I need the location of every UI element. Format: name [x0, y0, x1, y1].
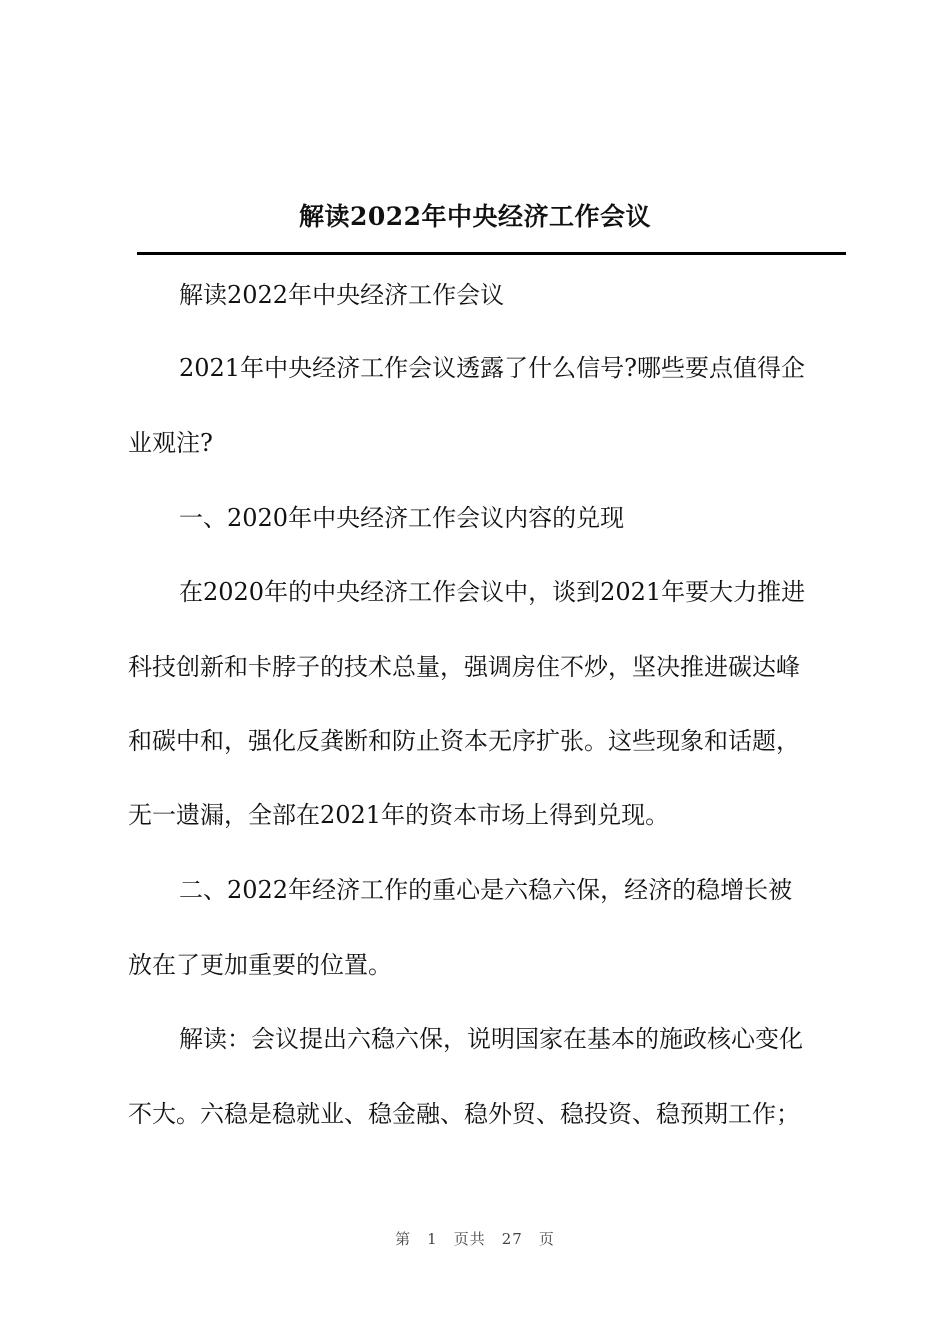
paragraph-line: 无一遗漏，全部在2021年的资本市场上得到兑现。	[128, 801, 670, 829]
footer-middle: 页共	[453, 1230, 486, 1248]
paragraph-line: 解读2022年中央经济工作会议	[179, 281, 505, 309]
paragraph-line: 和碳中和，强化反龚断和防止资本无序扩张。这些现象和话题，	[128, 727, 800, 755]
paragraph-line: 科技创新和卡脖子的技术总量，强调房住不炒，坚决推进碳达峰	[128, 653, 800, 681]
paragraph-line: 放在了更加重要的位置。	[128, 951, 392, 979]
footer-prefix: 第	[395, 1230, 412, 1248]
paragraph-line: 不大。六稳是稳就业、稳金融、稳外贸、稳投资、稳预期工作；	[128, 1100, 800, 1128]
paragraph-line: 在2020年的中央经济工作会议中，谈到2021年要大力推进	[179, 578, 806, 606]
paragraph-line: 2021年中央经济工作会议透露了什么信号?哪些要点值得企	[179, 354, 805, 382]
document-title: 解读2022年中央经济工作会议	[298, 202, 652, 231]
footer-suffix: 页	[538, 1230, 555, 1248]
footer-page-number: 1	[427, 1230, 438, 1248]
paragraph-line: 业观注?	[128, 429, 213, 457]
page-footer	[0, 1228, 950, 1249]
paragraph-line: 解读：会议提出六稳六保，说明国家在基本的施政核心变化	[179, 1025, 803, 1053]
paragraph-line: 二、2022年经济工作的重心是六稳六保，经济的稳增长被	[179, 876, 793, 904]
paragraph-line: 一、2020年中央经济工作会议内容的兑现	[179, 504, 625, 532]
footer-total-pages: 27	[501, 1230, 523, 1248]
title-divider	[137, 252, 846, 255]
